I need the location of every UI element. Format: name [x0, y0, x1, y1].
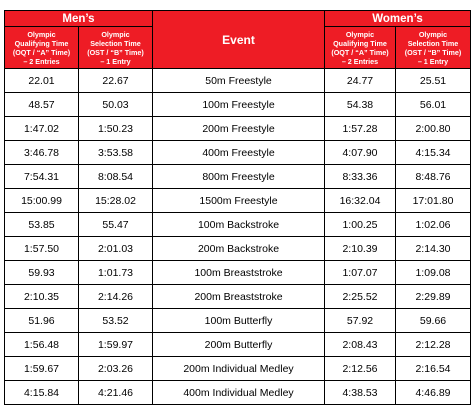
table-row	[5, 93, 471, 117]
event-name-cell: 100m Butterfly	[153, 309, 325, 333]
mens-selection-time-cell: 50.03	[79, 93, 153, 117]
mens-qualifying-time-cell: 51.96	[5, 309, 79, 333]
mens-qualifying-time-cell: 4:15.84	[5, 381, 79, 405]
event-name-cell: 200m Butterfly	[153, 333, 325, 357]
table-row	[5, 213, 471, 237]
womens-qualifying-time-cell: 2:12.56	[325, 357, 396, 381]
mens-group-header: Men’s	[5, 11, 153, 27]
mens-qualifying-time-cell: 1:56.48	[5, 333, 79, 357]
table-row	[5, 333, 471, 357]
mens-qualifying-time-cell: 53.85	[5, 213, 79, 237]
mens-qualifying-time-cell: 1:59.67	[5, 357, 79, 381]
mens-selection-time-cell: 22.67	[79, 69, 153, 93]
table-row	[5, 117, 471, 141]
table-body	[5, 69, 471, 405]
mens-selection-time-cell: 2:14.26	[79, 285, 153, 309]
table-row	[5, 309, 471, 333]
mens-qualifying-time-cell: 15:00.99	[5, 189, 79, 213]
mens-qualifying-time-cell: 7:54.31	[5, 165, 79, 189]
womens-selection-time-cell: 17:01.80	[396, 189, 471, 213]
table-row	[5, 261, 471, 285]
table-row	[5, 69, 471, 93]
table-row	[5, 141, 471, 165]
mens-selection-time-cell: 53.52	[79, 309, 153, 333]
mens-selection-time-cell: 15:28.02	[79, 189, 153, 213]
womens-selection-time-cell: 2:12.28	[396, 333, 471, 357]
womens-selection-time-cell: 2:00.80	[396, 117, 471, 141]
womens-qualifying-time-cell: 4:38.53	[325, 381, 396, 405]
event-name-cell: 100m Breaststroke	[153, 261, 325, 285]
mens-qualifying-time-cell: 3:46.78	[5, 141, 79, 165]
womens-selection-time-cell: 59.66	[396, 309, 471, 333]
table-row	[5, 357, 471, 381]
event-name-cell: 1500m Freestyle	[153, 189, 325, 213]
event-name-cell: 400m Individual Medley	[153, 381, 325, 405]
womens-qualifying-time-cell: 2:10.39	[325, 237, 396, 261]
womens-qualifying-time-cell: 1:07.07	[325, 261, 396, 285]
table-row	[5, 165, 471, 189]
qualifying-times-table-container	[4, 10, 471, 405]
womens-qualifying-time-cell: 57.92	[325, 309, 396, 333]
event-name-cell: 800m Freestyle	[153, 165, 325, 189]
table-header	[5, 11, 471, 69]
mens-qualifying-time-cell: 2:10.35	[5, 285, 79, 309]
womens-selection-time-cell: 2:16.54	[396, 357, 471, 381]
table-row	[5, 237, 471, 261]
mens-selection-time-cell: 1:59.97	[79, 333, 153, 357]
table-row	[5, 285, 471, 309]
womens-selection-time-cell: 4:15.34	[396, 141, 471, 165]
womens-qualifying-time-cell: 2:25.52	[325, 285, 396, 309]
womens-selection-time-header: Olympic Selection Time (OST / “B” Time) – 1 Entry	[396, 27, 471, 69]
womens-qualifying-time-cell: 2:08.43	[325, 333, 396, 357]
womens-selection-time-cell: 4:46.89	[396, 381, 471, 405]
womens-selection-time-cell: 2:29.89	[396, 285, 471, 309]
mens-qualifying-time-cell: 22.01	[5, 69, 79, 93]
mens-qualifying-time-cell: 1:57.50	[5, 237, 79, 261]
womens-selection-time-cell: 1:09.08	[396, 261, 471, 285]
womens-qualifying-time-cell: 54.38	[325, 93, 396, 117]
mens-selection-time-cell: 1:01.73	[79, 261, 153, 285]
womens-qualifying-time-cell: 24.77	[325, 69, 396, 93]
mens-selection-time-cell: 3:53.58	[79, 141, 153, 165]
womens-qualifying-time-cell: 16:32.04	[325, 189, 396, 213]
mens-selection-time-cell: 8:08.54	[79, 165, 153, 189]
womens-qualifying-time-cell: 8:33.36	[325, 165, 396, 189]
mens-qualifying-time-cell: 1:47.02	[5, 117, 79, 141]
womens-qualifying-time-header: Olympic Qualifying Time (OQT / “A” Time) – 2 Entries	[325, 27, 396, 69]
event-name-cell: 200m Freestyle	[153, 117, 325, 141]
womens-qualifying-time-cell: 1:57.28	[325, 117, 396, 141]
table-row	[5, 189, 471, 213]
event-name-cell: 100m Freestyle	[153, 93, 325, 117]
womens-qualifying-time-cell: 1:00.25	[325, 213, 396, 237]
table-row	[5, 381, 471, 405]
mens-selection-time-cell: 55.47	[79, 213, 153, 237]
womens-selection-time-cell: 25.51	[396, 69, 471, 93]
womens-selection-time-cell: 1:02.06	[396, 213, 471, 237]
womens-selection-time-cell: 56.01	[396, 93, 471, 117]
mens-selection-time-cell: 2:01.03	[79, 237, 153, 261]
womens-selection-time-cell: 2:14.30	[396, 237, 471, 261]
event-name-cell: 50m Freestyle	[153, 69, 325, 93]
womens-selection-time-cell: 8:48.76	[396, 165, 471, 189]
event-name-cell: 200m Individual Medley	[153, 357, 325, 381]
mens-qualifying-time-cell: 59.93	[5, 261, 79, 285]
event-name-cell: 400m Freestyle	[153, 141, 325, 165]
mens-selection-time-cell: 4:21.46	[79, 381, 153, 405]
qualifying-times-table	[4, 10, 471, 405]
event-name-cell: 200m Backstroke	[153, 237, 325, 261]
event-column-header: Event	[153, 11, 325, 69]
mens-selection-time-header: Olympic Selection Time (OST / “B” Time) – 1 Entry	[79, 27, 153, 69]
mens-selection-time-cell: 2:03.26	[79, 357, 153, 381]
mens-qualifying-time-header: Olympic Qualifying Time (OQT / “A” Time) – 2 Entries	[5, 27, 79, 69]
mens-selection-time-cell: 1:50.23	[79, 117, 153, 141]
womens-group-header: Women’s	[325, 11, 471, 27]
event-name-cell: 200m Breaststroke	[153, 285, 325, 309]
womens-qualifying-time-cell: 4:07.90	[325, 141, 396, 165]
mens-qualifying-time-cell: 48.57	[5, 93, 79, 117]
event-name-cell: 100m Backstroke	[153, 213, 325, 237]
